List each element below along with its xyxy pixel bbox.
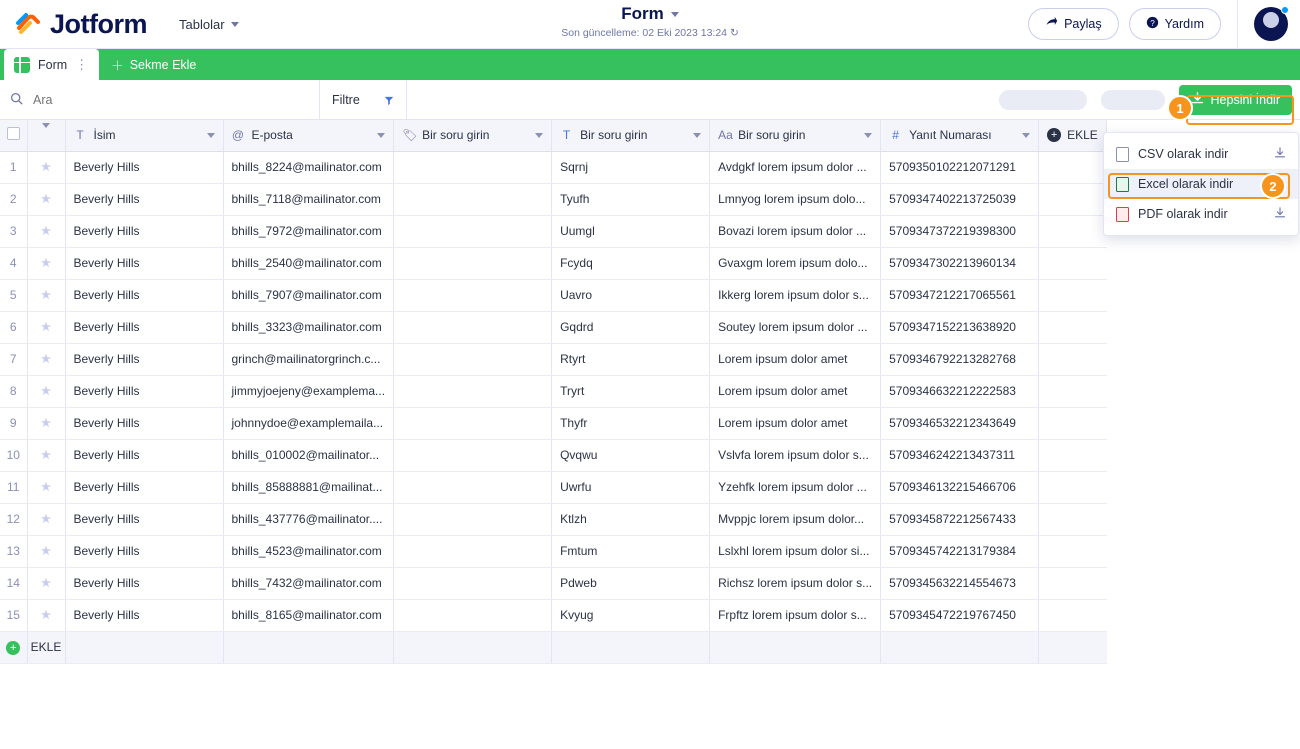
cell-q3[interactable]: Avdgkf lorem ipsum dolor ... (710, 151, 881, 183)
add-row-cell (881, 631, 1039, 663)
plus-icon: ＋ (111, 58, 124, 73)
column-header-name[interactable] (65, 120, 223, 151)
tables-menu-label: Tablolar (179, 16, 225, 32)
add-row-plus[interactable]: + (0, 631, 27, 663)
add-column-label: EKLE (1067, 128, 1098, 143)
avatar[interactable] (1254, 7, 1288, 41)
notification-dot-icon (1281, 6, 1289, 14)
cell-empty (1039, 151, 1107, 183)
placeholder-control-a[interactable] (999, 90, 1087, 110)
star-icon[interactable]: ★ (27, 183, 65, 215)
pdf-file-icon (1116, 207, 1129, 222)
add-row-cell (710, 631, 881, 663)
cell-q3[interactable]: Frpftz lorem ipsum dolor s... (710, 599, 881, 631)
column-header-email[interactable] (223, 120, 394, 151)
cell-q1[interactable] (394, 535, 552, 567)
table-row[interactable] (0, 375, 1107, 407)
star-icon[interactable]: ★ (27, 151, 65, 183)
table-row[interactable] (0, 183, 1107, 215)
chevron-down-icon (231, 22, 239, 27)
chevron-down-icon[interactable] (535, 133, 543, 138)
placeholder-control-b[interactable] (1101, 90, 1165, 110)
add-row-cell (394, 631, 552, 663)
table-body (0, 151, 1107, 663)
table-row[interactable] (0, 599, 1107, 631)
row-number: 7 (0, 343, 27, 375)
download-icon (1274, 207, 1286, 222)
tab-form[interactable] (4, 49, 99, 80)
cell-q3[interactable]: Bovazi lorem ipsum dolor ... (710, 215, 881, 247)
cell-name[interactable]: Beverly Hills (65, 535, 223, 567)
column-header-q1[interactable] (394, 120, 552, 151)
last-update-text: Son güncelleme: 02 Eki 2023 13:24 (561, 27, 728, 39)
cell-name[interactable]: Beverly Hills (65, 503, 223, 535)
brand-logo[interactable] (10, 9, 147, 40)
row-number: 6 (0, 311, 27, 343)
cell-email[interactable]: bhills_010002@mailinator... (223, 439, 394, 471)
cell-email[interactable]: grinch@mailinatorgrinch.c... (223, 343, 394, 375)
cell-empty (1039, 407, 1107, 439)
cell-submission[interactable]: 5709346632212222583 (881, 375, 1039, 407)
cell-empty (1039, 503, 1107, 535)
cell-q3[interactable]: Yzehfk lorem ipsum dolor ... (710, 471, 881, 503)
cell-empty (1039, 567, 1107, 599)
cell-email[interactable]: bhills_437776@mailinator.... (223, 503, 394, 535)
cell-email[interactable]: bhills_4523@mailinator.com (223, 535, 394, 567)
cell-q3[interactable]: Gvaxgm lorem ipsum dolo... (710, 247, 881, 279)
column-label: E-posta (251, 128, 293, 143)
cell-q2[interactable]: Tyufh (552, 183, 710, 215)
cell-name[interactable]: Beverly Hills (65, 343, 223, 375)
chevron-down-icon[interactable] (671, 12, 679, 17)
table-row[interactable] (0, 215, 1107, 247)
cell-q1[interactable] (394, 567, 552, 599)
tab-form-label: Form (38, 57, 68, 72)
cell-q1[interactable] (394, 471, 552, 503)
cell-q2[interactable]: Uwrfu (552, 471, 710, 503)
help-label: Yardım (1164, 17, 1204, 31)
cell-name[interactable]: Beverly Hills (65, 599, 223, 631)
table-row[interactable] (0, 407, 1107, 439)
star-icon[interactable]: ★ (27, 535, 65, 567)
table-row[interactable] (0, 343, 1107, 375)
column-header-q2[interactable] (552, 120, 710, 151)
download-icon (1274, 147, 1286, 162)
cell-q3[interactable]: Lmnyog lorem ipsum dolo... (710, 183, 881, 215)
row-number: 1 (0, 151, 27, 183)
column-label: İsim (93, 128, 116, 143)
share-label: Paylaş (1064, 17, 1102, 31)
cell-q3[interactable]: Vslvfa lorem ipsum dolor s... (710, 439, 881, 471)
cell-q3[interactable]: Ikkerg lorem ipsum dolor s... (710, 279, 881, 311)
add-row-cell (552, 631, 710, 663)
cell-email[interactable]: bhills_8165@mailinator.com (223, 599, 394, 631)
cell-submission[interactable]: 5709345872212567433 (881, 503, 1039, 535)
column-label: Bir soru girin (738, 128, 806, 143)
kebab-menu-icon[interactable]: ⋮ (75, 56, 90, 72)
cell-q2[interactable]: Tryrt (552, 375, 710, 407)
cell-name[interactable]: Beverly Hills (65, 247, 223, 279)
row-number: 2 (0, 183, 27, 215)
cell-email[interactable]: bhills_7118@mailinator.com (223, 183, 394, 215)
cell-email[interactable]: bhills_2540@mailinator.com (223, 247, 394, 279)
cell-q1[interactable] (394, 247, 552, 279)
chevron-down-icon[interactable] (864, 133, 872, 138)
table-header-row (0, 120, 1107, 151)
cell-email[interactable]: bhills_7972@mailinator.com (223, 215, 394, 247)
add-row-cell (65, 631, 223, 663)
cell-q2[interactable]: Ktlzh (552, 503, 710, 535)
cell-q1[interactable] (394, 503, 552, 535)
csv-file-icon (1116, 147, 1129, 162)
cell-empty (1039, 535, 1107, 567)
star-icon[interactable]: ★ (27, 343, 65, 375)
cell-q3[interactable]: Richsz lorem ipsum dolor s... (710, 567, 881, 599)
row-number: 15 (0, 599, 27, 631)
cell-q1[interactable] (394, 215, 552, 247)
refresh-icon[interactable]: ↻ (729, 27, 739, 39)
cell-q2[interactable]: Fcydq (552, 247, 710, 279)
funnel-icon (384, 95, 394, 105)
chevron-down-icon[interactable] (377, 133, 385, 138)
column-label: Yanıt Numarası (909, 128, 992, 143)
chevron-down-icon[interactable] (693, 133, 701, 138)
cell-empty (1039, 279, 1107, 311)
column-label: Bir soru girin (580, 128, 648, 143)
cell-name[interactable]: Beverly Hills (65, 439, 223, 471)
table-row[interactable] (0, 279, 1107, 311)
table-row[interactable] (0, 567, 1107, 599)
download-all-label: Hepsini İndir (1210, 92, 1280, 107)
column-label: Bir soru girin (422, 128, 490, 143)
row-number: 13 (0, 535, 27, 567)
cell-submission[interactable]: 5709347212217065561 (881, 279, 1039, 311)
cell-empty (1039, 183, 1107, 215)
tag-icon: 🏷 (402, 127, 418, 142)
cell-email[interactable]: jimmyjoejeny@examplema... (223, 375, 394, 407)
star-icon[interactable]: ★ (27, 599, 65, 631)
sheet-tab-strip (0, 49, 1300, 80)
row-number: 10 (0, 439, 27, 471)
cell-empty (1039, 439, 1107, 471)
add-row-cell (1039, 631, 1107, 663)
top-bar-actions (1028, 0, 1290, 49)
pdf-download-item[interactable] (1104, 199, 1298, 229)
cell-q2[interactable]: Uavro (552, 279, 710, 311)
cell-q1[interactable] (394, 439, 552, 471)
cell-email[interactable]: bhills_8224@mailinator.com (223, 151, 394, 183)
star-icon[interactable]: ★ (27, 215, 65, 247)
star-icon[interactable]: ★ (27, 247, 65, 279)
add-row-cell (223, 631, 394, 663)
cell-name[interactable]: Beverly Hills (65, 407, 223, 439)
add-column-button[interactable] (1039, 120, 1107, 151)
last-update-row (561, 27, 739, 39)
cell-submission[interactable]: 5709345742213179384 (881, 535, 1039, 567)
help-button[interactable] (1129, 8, 1221, 40)
cell-q2[interactable]: Fmtum (552, 535, 710, 567)
chevron-down-icon[interactable] (207, 133, 215, 138)
cell-q2[interactable]: Rtyrt (552, 343, 710, 375)
search-icon (10, 92, 23, 108)
cell-submission[interactable]: 5709347302213960134 (881, 247, 1039, 279)
star-icon[interactable]: ★ (27, 375, 65, 407)
row-number: 14 (0, 567, 27, 599)
row-number: 12 (0, 503, 27, 535)
cell-name[interactable]: Beverly Hills (65, 215, 223, 247)
brand-name: Jotform (50, 8, 147, 39)
tables-menu[interactable] (179, 17, 239, 32)
cell-submission[interactable]: 5709345472219767450 (881, 599, 1039, 631)
cell-q3[interactable]: Lorem ipsum dolor amet (710, 407, 881, 439)
cell-q2[interactable]: Kvyug (552, 599, 710, 631)
cell-empty (1039, 311, 1107, 343)
cell-name[interactable]: Beverly Hills (65, 311, 223, 343)
table-row[interactable] (0, 439, 1107, 471)
cell-name[interactable]: Beverly Hills (65, 471, 223, 503)
chevron-down-icon[interactable] (1022, 133, 1030, 138)
cell-q3[interactable]: Lorem ipsum dolor amet (710, 375, 881, 407)
pdf-download-label: PDF olarak indir (1138, 207, 1228, 221)
cell-name[interactable]: Beverly Hills (65, 151, 223, 183)
expand-header[interactable] (27, 120, 65, 151)
star-icon[interactable]: ★ (27, 311, 65, 343)
column-header-q3[interactable] (710, 120, 881, 151)
table-row[interactable] (0, 311, 1107, 343)
cell-q2[interactable]: Uumgl (552, 215, 710, 247)
star-icon[interactable]: ★ (27, 471, 65, 503)
jotform-logo-icon (14, 9, 44, 39)
cell-submission[interactable]: 5709345632214554673 (881, 567, 1039, 599)
annotation-highlight-download-all (1186, 92, 1294, 125)
cell-email[interactable]: johnnydoe@examplemaila... (223, 407, 394, 439)
csv-download-item[interactable] (1104, 139, 1298, 169)
cell-q2[interactable]: Thyfr (552, 407, 710, 439)
star-icon[interactable]: ★ (27, 279, 65, 311)
cell-submission[interactable]: 5709346532212343649 (881, 407, 1039, 439)
cell-q3[interactable]: Mvppjc lorem ipsum dolor... (710, 503, 881, 535)
cell-q1[interactable] (394, 183, 552, 215)
row-number: 3 (0, 215, 27, 247)
cell-q1[interactable] (394, 407, 552, 439)
submissions-table (0, 120, 1107, 664)
cell-email[interactable]: bhills_7907@mailinator.com (223, 279, 394, 311)
annotation-badge-1: 1 (1167, 95, 1193, 121)
cell-empty (1039, 471, 1107, 503)
table-row[interactable] (0, 151, 1107, 183)
cell-submission[interactable]: 5709347372219398300 (881, 215, 1039, 247)
cell-q1[interactable] (394, 599, 552, 631)
cell-q1[interactable] (394, 375, 552, 407)
cell-empty (1039, 375, 1107, 407)
grid-icon (14, 57, 30, 73)
page-title: Form (621, 4, 664, 23)
excel-download-label: Excel olarak indir (1138, 177, 1234, 191)
cell-email[interactable]: bhills_7432@mailinator.com (223, 567, 394, 599)
row-number: 5 (0, 279, 27, 311)
cell-name[interactable]: Beverly Hills (65, 279, 223, 311)
cell-q1[interactable] (394, 343, 552, 375)
cell-q2[interactable]: Qvqwu (552, 439, 710, 471)
cell-empty (1039, 599, 1107, 631)
svg-text:?: ? (1149, 18, 1155, 28)
select-all-checkbox[interactable] (7, 127, 20, 140)
divider (1237, 0, 1238, 49)
cell-submission[interactable]: 5709346242213437311 (881, 439, 1039, 471)
text-field-icon: T (562, 127, 571, 142)
row-number: 4 (0, 247, 27, 279)
cell-submission[interactable]: 5709346792213282768 (881, 343, 1039, 375)
cell-name[interactable]: Beverly Hills (65, 567, 223, 599)
table-row[interactable] (0, 471, 1107, 503)
row-number: 11 (0, 471, 27, 503)
table-toolbar (0, 80, 1300, 120)
annotation-badge-2: 2 (1260, 173, 1286, 199)
cell-empty (1039, 247, 1107, 279)
cell-q1[interactable] (394, 151, 552, 183)
star-icon[interactable]: ★ (27, 503, 65, 535)
question-circle-icon (1146, 16, 1159, 32)
star-icon[interactable]: ★ (27, 407, 65, 439)
table-row[interactable] (0, 535, 1107, 567)
row-number: 8 (0, 375, 27, 407)
cell-email[interactable]: bhills_85888881@mailinat... (223, 471, 394, 503)
filter-button[interactable] (320, 80, 407, 120)
cell-submission[interactable]: 5709350102212071291 (881, 151, 1039, 183)
cell-empty (1039, 343, 1107, 375)
share-button[interactable] (1028, 8, 1119, 40)
column-header-submission[interactable] (881, 120, 1039, 151)
star-icon[interactable]: ★ (27, 567, 65, 599)
add-tab-button[interactable] (99, 49, 208, 80)
csv-download-label: CSV olarak indir (1138, 147, 1229, 161)
top-bar (0, 0, 1300, 49)
add-tab-label: Sekme Ekle (129, 57, 197, 72)
cell-q2[interactable]: Gqdrd (552, 311, 710, 343)
add-row-row[interactable] (0, 631, 1107, 663)
select-all-header[interactable] (0, 120, 27, 151)
search-container[interactable] (0, 80, 320, 120)
star-icon[interactable]: ★ (27, 439, 65, 471)
cell-submission[interactable]: 5709347152213638920 (881, 311, 1039, 343)
cell-q1[interactable] (394, 311, 552, 343)
at-sign-icon: @ (231, 127, 245, 142)
table-row[interactable] (0, 247, 1107, 279)
cell-q1[interactable] (394, 279, 552, 311)
cell-q3[interactable]: Lorem ipsum dolor amet (710, 343, 881, 375)
row-number: 9 (0, 407, 27, 439)
plus-icon: + (1047, 128, 1061, 142)
cell-name[interactable]: Beverly Hills (65, 375, 223, 407)
search-input[interactable] (31, 92, 309, 108)
cell-name[interactable]: Beverly Hills (65, 183, 223, 215)
filter-label: Filtre (332, 92, 360, 107)
long-text-icon: Aa (718, 127, 733, 142)
chevron-down-icon[interactable] (42, 123, 50, 142)
cell-q2[interactable]: Pdweb (552, 567, 710, 599)
add-row-label[interactable]: EKLE (27, 631, 65, 663)
text-field-icon: T (76, 127, 84, 142)
cell-q3[interactable]: Soutey lorem ipsum dolor ... (710, 311, 881, 343)
cell-empty (1039, 215, 1107, 247)
cell-email[interactable]: bhills_3323@mailinator.com (223, 311, 394, 343)
table-row[interactable] (0, 503, 1107, 535)
number-field-icon: # (892, 127, 899, 142)
share-icon (1045, 16, 1058, 32)
cell-q3[interactable]: Lslxhl lorem ipsum dolor si... (710, 535, 881, 567)
cell-q2[interactable]: Sqrnj (552, 151, 710, 183)
cell-submission[interactable]: 5709346132215466706 (881, 471, 1039, 503)
cell-submission[interactable]: 5709347402213725039 (881, 183, 1039, 215)
